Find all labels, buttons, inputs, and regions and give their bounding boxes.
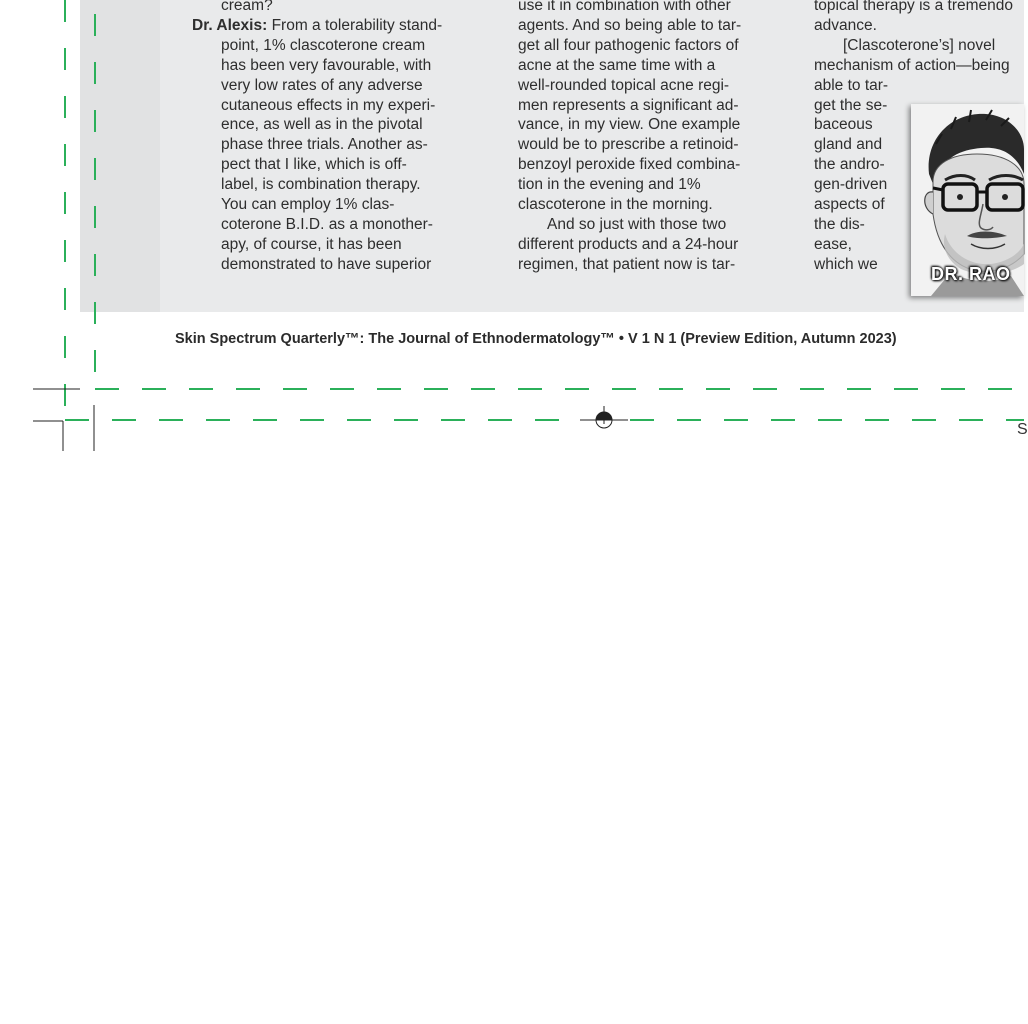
text-line: cream? (221, 0, 273, 14)
text-line: vance, in my view. One example (518, 116, 741, 134)
text-line: which we (814, 255, 878, 273)
text-line: the andro- (814, 156, 885, 174)
text-line: ence, as well as in the pivotal (221, 116, 423, 134)
text-line: get all four pathogenic factors of (518, 36, 739, 54)
text-line: the dis- (814, 215, 865, 233)
text-line: agents. And so being able to tar- (518, 16, 742, 34)
text-line: acne at the same time with a (518, 56, 716, 74)
text-line: would be to prescribe a retinoid- (518, 136, 739, 154)
photo-caption: DR. RAO (931, 264, 1011, 284)
text-line: phase three trials. Another as- (221, 136, 428, 154)
text-line: tion in the evening and 1% (518, 176, 701, 194)
text-line: well-rounded topical acne regi- (518, 76, 730, 94)
next-page-edge-text: S (1017, 421, 1028, 438)
text-line: mechanism of action—being (814, 56, 1010, 74)
text-line: demonstrated to have superior (221, 255, 432, 273)
text-line: baceous (814, 116, 873, 134)
text-line: [Clascoterone’s] novel (843, 36, 996, 54)
text-line: coterone B.I.D. as a monother- (221, 215, 433, 233)
text-line: cutaneous effects in my experi- (221, 96, 436, 114)
text-line: has been very favourable, with (221, 56, 432, 74)
journal-footer: Skin Spectrum Quarterly™: The Journal of Ethnodermatology™ • V 1 N 1 (Preview Edition, Autumn 2023) (175, 331, 897, 347)
registration-mark (580, 406, 628, 428)
text-line: You can employ 1% clas- (221, 196, 395, 214)
text-line: benzoyl peroxide fixed combina- (518, 156, 741, 174)
text-line: use it in combination with other (518, 0, 731, 14)
text-line: apy, of course, it has been (221, 235, 402, 253)
text-line-content: From a tolerability stand- (271, 16, 443, 34)
text-line: very low rates of any adverse (221, 76, 423, 94)
text-line: gen-driven (814, 176, 888, 194)
text-line: label, is combination therapy. (221, 176, 421, 194)
text-line: able to tar- (814, 76, 889, 94)
text-line: point, 1% clascoterone cream (221, 36, 426, 54)
text-line: men represents a significant ad- (518, 96, 739, 114)
text-line: pect that I like, which is off- (221, 156, 407, 174)
text-line: regimen, that patient now is tar- (518, 255, 736, 273)
text-line: get the se- (814, 96, 888, 114)
text-line: aspects of (814, 196, 885, 214)
text-line: And so just with those two (547, 215, 727, 233)
text-line: different products and a 24-hour (518, 235, 739, 253)
text-line: gland and (814, 136, 883, 154)
text-line: advance. (814, 16, 877, 34)
speaker-name: Dr. Alexis: (192, 16, 268, 34)
text-line: clascoterone in the morning. (518, 196, 713, 214)
text-line: topical therapy is a tremendo (814, 0, 1014, 14)
text-line: ease, (814, 235, 852, 253)
